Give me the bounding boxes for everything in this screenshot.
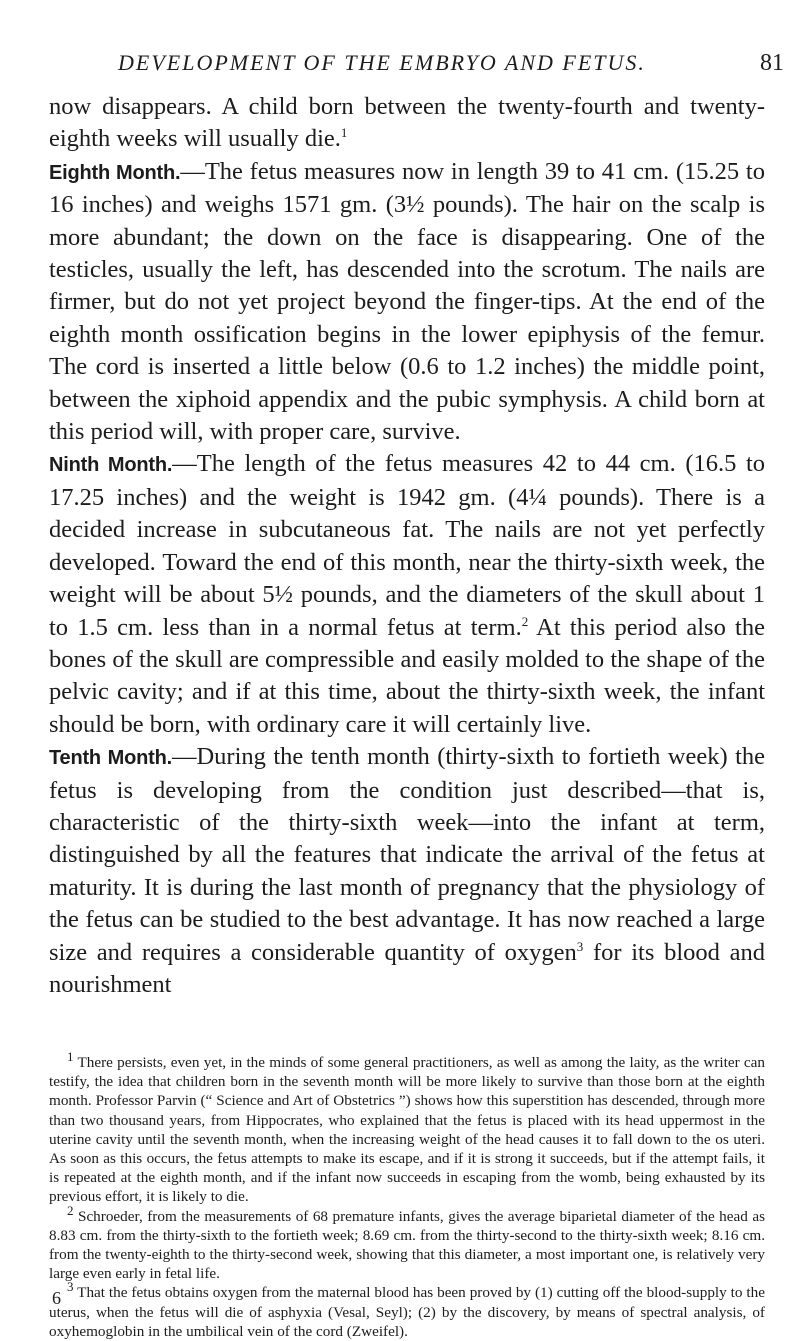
footnote-mark: 2 (67, 1202, 74, 1218)
footnote-ref-1: 1 (340, 125, 348, 141)
paragraph-text: for its blood and nourishment (49, 938, 765, 998)
paragraph-continuation (49, 91, 765, 156)
footnote-text: There persists, even yet, in the minds of some general practitioners, as well as among the laity, as the writer can testify, the idea that children born in the seventh month will be more likely to survive than those born at the eighth month. Professor Parvin (“ Science and Art of Obstetrics ”) shows how this superstition has descended, through more than two thousand years, from Hippocrates, who explained that the fetus is placed with its head uppermost in the uterine cavity until the seventh month, when the increasing weight of the head causes it to fall down to the os uteri. As soon as this occurs, the fetus attempts to make its escape, and if it is strong it succeeds, but if the attempt fails, it is repeated at the eighth month, and if the infant now succeeds in escaping from the womb, being exhausted by its previous effort, it is likely to die. (49, 1054, 765, 1206)
main-text (49, 91, 765, 1001)
footnote-mark: 3 (67, 1279, 74, 1295)
footnote-ref-2: 2 (521, 613, 529, 629)
page-header (0, 50, 800, 90)
paragraph-text: At this period also the bones of the skull are compressible and easily molded to the shape of the pelvic cavity; and if at this time, about the thirty-sixth week, the infant should be born, with ordinary care it will certainly live. (49, 613, 765, 738)
heading-eighth-month: Eighth Month. (49, 161, 181, 184)
footnote-mark: 1 (67, 1048, 74, 1064)
footnote-text: Schroeder, from the measurements of 68 premature infants, gives the average biparietal diameter of the head as 8.83 cm. from the thirty-sixth to the fortieth week; 8.69 cm. from the thirty-second to the thirty-sixth week; 8.16 cm. from the twenty-eighth to the thirty-second week, showing that this diameter, a most important one, is relatively very large even early in fetal life. (49, 1207, 765, 1283)
footnote-text: That the fetus obtains oxygen from the maternal blood has been proved by (1) cutting off the blood-supply to the uterus, when the fetus will die of asphyxia (Vesal, Seyl); (2) by the discovery, by means of spectral analysis, of oxyhemoglobin in the umbilical vein of the cord (Zweifel). (49, 1284, 765, 1340)
footnote-1 (49, 1048, 765, 1207)
paragraph-text: —During the tenth month (thirty-sixth to fortieth week) the fetus is developing from the condition just described—that is, characteristic of the thirty-sixth week—into the infant at term, distinguished by all the features that indicate the arrival of the fetus at maturity. It is during the last month of pregnancy that the physiology of the fetus can be studied to the best advantage. It has now reached a large size and requires a considerable quantity of oxygen (49, 743, 766, 966)
paragraph-ninth-month (49, 448, 765, 741)
heading-ninth-month: Ninth Month. (49, 454, 173, 477)
paragraph-text: —The fetus measures now in length 39 to 41 cm. (15.25 to 16 inches) and weighs 1571 gm. (3½ pounds). The hair on the scalp is more abundant; the down on the face is disappearing. One of the testicles, usually the left, has descended into the scrotum. The nails are firmer, but do not yet project beyond the finger-tips. At the end of the eighth month ossification begins in the lower epiphysis of the femur. The cord is inserted a little below (0.6 to 1.2 inches) the middle point, between the xiphoid appendix and the pubic symphysis. A child born at this period will, with proper care, survive. (49, 157, 765, 446)
paragraph-tenth-month (49, 741, 765, 1001)
heading-tenth-month: Tenth Month. (49, 747, 172, 770)
page-number: 81 (760, 50, 784, 76)
signature-mark: 6 (52, 1288, 61, 1308)
paragraph-text: now disappears. A child born between the twenty-fourth and twenty-eighth weeks will usually die. (49, 93, 765, 153)
footnote-2 (49, 1202, 765, 1284)
running-title: DEVELOPMENT OF THE EMBRYO AND FETUS. (118, 50, 646, 75)
paragraph-text: —The length of the fetus measures 42 to 44 cm. (16.5 to 17.25 inches) and the weight is 1942 gm. (4¼ pounds). There is a decided increase in subcutaneous fat. The nails are not yet perfectly developed. Toward the end of this month, near the thirty-sixth week, the weight will be about 5½ pounds, and the diameters of the skull about 1 to 1.5 cm. less than in a normal fetus at term. (49, 450, 766, 641)
footnote-ref-3: 3 (576, 938, 584, 954)
footnote-3 (49, 1279, 765, 1341)
footnotes (49, 1048, 765, 1341)
paragraph-eighth-month (49, 156, 765, 449)
